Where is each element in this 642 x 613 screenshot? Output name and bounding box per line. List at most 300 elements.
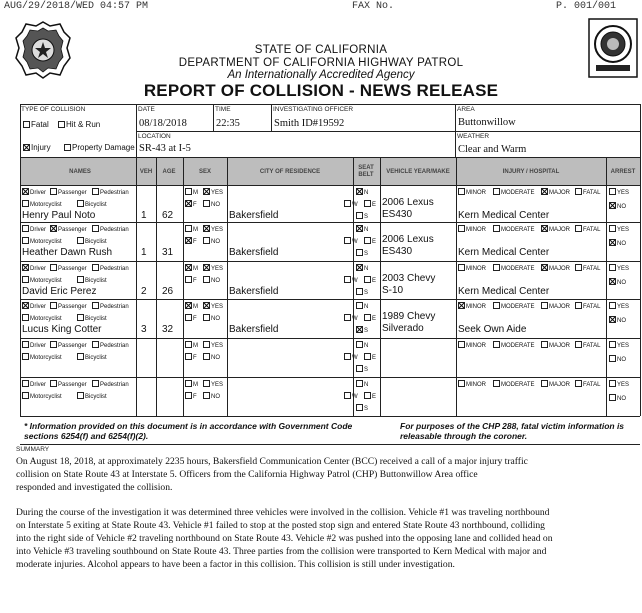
injury-major-option[interactable]: MAJOR <box>541 341 570 349</box>
arrest-yes-option[interactable]: YES <box>609 188 629 196</box>
injury-fatal-option[interactable]: FATAL <box>575 264 600 272</box>
seat-n-option-box[interactable] <box>356 225 363 232</box>
arrest-yes-option[interactable]: YES <box>609 380 629 388</box>
bicyclist-option[interactable]: Bicyclist <box>77 392 107 400</box>
injury-fatal-option-box[interactable] <box>575 188 582 195</box>
passenger-option[interactable]: Passenger <box>50 341 87 349</box>
seat-n-option-box[interactable] <box>356 188 363 195</box>
hospital: Seek Own Aide <box>458 324 527 335</box>
summary-line-1: On August 18, 2018, at approximately 2235 hours, Bakersfield Communication Center (BCC) received a call of a major injury traffic <box>16 456 528 467</box>
belt-yes-option[interactable]: YES <box>203 264 223 272</box>
arrest-no-option[interactable]: NO <box>609 316 626 324</box>
party-name: Heather Dawn Rush <box>22 247 113 258</box>
hospital: Kern Medical Center <box>458 247 550 258</box>
driver-option[interactable]: Driver <box>22 225 46 233</box>
summary-line-3: responded and investigated the collision. <box>16 482 173 493</box>
sex-m-option[interactable]: M <box>185 188 198 196</box>
vehicle-model: Silverado <box>382 323 424 334</box>
pedestrian-option-box[interactable] <box>92 341 99 348</box>
arrest-no-option[interactable]: NO <box>609 239 626 247</box>
seat-e-option-box[interactable] <box>364 353 371 360</box>
belt-yes-option[interactable]: YES <box>203 225 223 233</box>
belt-yes-option[interactable]: YES <box>203 341 223 349</box>
injury-major-option-box[interactable] <box>541 302 548 309</box>
sex-m-option-box[interactable] <box>185 380 192 387</box>
belt-no-option-box[interactable] <box>203 314 210 321</box>
bicyclist-option[interactable]: Bicyclist <box>77 314 107 322</box>
belt-yes-option-box[interactable] <box>203 302 210 309</box>
agency-tagline: An Internationally Accredited Agency <box>227 69 415 81</box>
sex-f-option-box[interactable] <box>185 237 192 244</box>
seat-w-option[interactable]: W <box>344 237 358 245</box>
passenger-option-box[interactable] <box>50 341 57 348</box>
injury-minor-option-box[interactable] <box>458 225 465 232</box>
names-col-header: NAMES <box>69 169 91 175</box>
summary-line-7: into Vehicle #3 traveling southbound on State Route 43. Three parties from the collision were transported to Kern Medical with major and <box>16 546 547 557</box>
injury-option[interactable]: Injury <box>23 143 51 152</box>
seat-w-option-box[interactable] <box>344 237 351 244</box>
arrest-yes-option[interactable]: YES <box>609 341 629 349</box>
bicyclist-option-box[interactable] <box>77 392 84 399</box>
sex-f-option-box[interactable] <box>185 353 192 360</box>
seat-e-option[interactable]: E <box>364 237 376 245</box>
seat-e-option-box[interactable] <box>364 392 371 399</box>
sex-m-option-box[interactable] <box>185 188 192 195</box>
injury-moderate-option-box[interactable] <box>493 264 500 271</box>
state-heading: STATE OF CALIFORNIA <box>254 44 388 56</box>
hit-run-checkbox[interactable] <box>58 121 65 128</box>
injury-minor-option[interactable]: MINOR <box>458 225 486 233</box>
sex-f-option[interactable]: F <box>185 237 197 245</box>
sex-f-option[interactable]: F <box>185 314 197 322</box>
injury-major-option[interactable]: MAJOR <box>541 302 570 310</box>
passenger-option-box[interactable] <box>50 302 57 309</box>
injury-checkbox[interactable] <box>23 144 30 151</box>
pedestrian-option[interactable]: Pedestrian <box>92 225 129 233</box>
injury-major-option[interactable]: MAJOR <box>541 225 570 233</box>
seat-w-option-box[interactable] <box>344 353 351 360</box>
passenger-option[interactable]: Passenger <box>50 264 87 272</box>
injury-minor-option-box[interactable] <box>458 380 465 387</box>
date-value: 08/18/2018 <box>139 118 187 129</box>
vehicle-col-header: VEHICLE YEAR/MAKE <box>386 169 450 175</box>
seat-w-option-box[interactable] <box>344 392 351 399</box>
seat-e-option-box[interactable] <box>364 200 371 207</box>
injury-moderate-option[interactable]: MODERATE <box>493 188 535 196</box>
sex-m-option[interactable]: M <box>185 341 198 349</box>
seat-w-option-box[interactable] <box>344 200 351 207</box>
seat-w-option[interactable]: W <box>344 200 358 208</box>
arrest-no-option-box[interactable] <box>609 202 616 209</box>
driver-option-box[interactable] <box>22 380 29 387</box>
party-age: 32 <box>162 324 174 335</box>
motorcyclist-option[interactable]: Motorcyclist <box>22 237 62 245</box>
injury-major-option[interactable]: MAJOR <box>541 380 570 388</box>
pedestrian-option[interactable]: Pedestrian <box>92 264 129 272</box>
property-damage-option[interactable]: Property Damage <box>64 143 135 152</box>
injury-minor-option-box[interactable] <box>458 188 465 195</box>
injury-moderate-option-box[interactable] <box>493 302 500 309</box>
injury-fatal-option-box[interactable] <box>575 302 582 309</box>
vehicle-model: S-10 <box>382 285 404 296</box>
driver-option-box[interactable] <box>22 302 29 309</box>
seat-s-option[interactable]: S <box>356 249 368 257</box>
injury-fatal-option-box[interactable] <box>575 264 582 271</box>
passenger-option[interactable]: Passenger <box>50 302 87 310</box>
party-vehicle-number: 2 <box>141 286 147 297</box>
injury-minor-option-box[interactable] <box>458 302 465 309</box>
pedestrian-option-box[interactable] <box>92 264 99 271</box>
injury-major-option-box[interactable] <box>541 264 548 271</box>
party-age: 31 <box>162 247 174 258</box>
seat-w-option-box[interactable] <box>344 276 351 283</box>
pedestrian-option-box[interactable] <box>92 302 99 309</box>
property-checkbox[interactable] <box>64 144 71 151</box>
vehicle-model: ES430 <box>382 209 413 220</box>
seat-w-option[interactable]: W <box>344 392 358 400</box>
party-name: Lucus King Cotter <box>22 324 102 335</box>
seat-w-option-box[interactable] <box>344 314 351 321</box>
age-col-header: AGE <box>162 169 176 175</box>
pedestrian-option-box[interactable] <box>92 380 99 387</box>
party-name: David Eric Perez <box>22 286 97 297</box>
seat-n-option[interactable]: N <box>356 225 368 233</box>
belt-yes-option[interactable]: YES <box>203 188 223 196</box>
party-age: 62 <box>162 210 174 221</box>
time-label: TIME <box>215 106 231 113</box>
summary-line-6: into the right side of Vehicle #2 traveling northbound on State Route 43. Vehicle #2 was pushed into the opposing lane and collided head on <box>16 533 553 544</box>
sex-m-option-box[interactable] <box>185 264 192 271</box>
seat-w-option[interactable]: W <box>344 276 358 284</box>
injury-major-option-box[interactable] <box>541 380 548 387</box>
collision-type-label: TYPE OF COLLISION <box>21 106 86 113</box>
party-city: Bakersfield <box>229 210 279 221</box>
vehicle-year-make: 2003 Chevy <box>382 273 436 284</box>
seat-n-option[interactable]: N <box>356 341 368 349</box>
injury-col-header: INJURY / HOSPITAL <box>502 169 560 175</box>
seat-e-option-box[interactable] <box>364 314 371 321</box>
seat-n-option[interactable]: N <box>356 264 368 272</box>
seat-e-option-box[interactable] <box>364 237 371 244</box>
arrest-no-option[interactable]: NO <box>609 355 626 363</box>
vehicle-year-make: 2006 Lexus <box>382 234 434 245</box>
sex-f-option-box[interactable] <box>185 276 192 283</box>
pedestrian-option[interactable]: Pedestrian <box>92 188 129 196</box>
sex-m-option[interactable]: M <box>185 264 198 272</box>
belt-no-option-box[interactable] <box>203 237 210 244</box>
belt-no-option[interactable]: NO <box>203 200 220 208</box>
motorcyclist-option-box[interactable] <box>22 276 29 283</box>
location-label: LOCATION <box>138 133 171 140</box>
area-label: AREA <box>457 106 475 113</box>
sex-m-option[interactable]: M <box>185 380 198 388</box>
bicyclist-option-box[interactable] <box>77 276 84 283</box>
sex-m-option-box[interactable] <box>185 341 192 348</box>
seatbelt-col-header: SEAT BELT <box>358 165 374 178</box>
seat-s-option[interactable]: S <box>356 404 368 412</box>
vehicle-year-make: 2006 Lexus <box>382 197 434 208</box>
location-value: SR-43 at I-5 <box>139 143 191 154</box>
bicyclist-option[interactable]: Bicyclist <box>77 276 107 284</box>
belt-no-option-box[interactable] <box>203 353 210 360</box>
party-age: 26 <box>162 286 174 297</box>
motorcyclist-option[interactable]: Motorcyclist <box>22 392 62 400</box>
sex-m-option[interactable]: M <box>185 302 198 310</box>
fatal-checkbox[interactable] <box>23 121 30 128</box>
seat-e-option[interactable]: E <box>364 200 376 208</box>
seat-s-option-box[interactable] <box>356 326 363 333</box>
seat-s-option-box[interactable] <box>356 249 363 256</box>
seat-n-option[interactable]: N <box>356 188 368 196</box>
bicyclist-option-box[interactable] <box>77 314 84 321</box>
injury-minor-option[interactable]: MINOR <box>458 264 486 272</box>
arrest-col-header: ARREST <box>610 169 636 175</box>
injury-fatal-option[interactable]: FATAL <box>575 225 600 233</box>
seat-s-option-box[interactable] <box>356 212 363 219</box>
injury-major-option-box[interactable] <box>541 225 548 232</box>
injury-minor-option-box[interactable] <box>458 264 465 271</box>
driver-option-box[interactable] <box>22 341 29 348</box>
party-city: Bakersfield <box>229 324 279 335</box>
driver-option-box[interactable] <box>22 188 29 195</box>
fax-page: P. 001/001 <box>556 1 617 12</box>
motorcyclist-option-box[interactable] <box>22 392 29 399</box>
department-heading: DEPARTMENT OF CALIFORNIA HIGHWAY PATROL <box>178 57 464 69</box>
injury-moderate-option-box[interactable] <box>493 341 500 348</box>
driver-option[interactable]: Driver <box>22 380 46 388</box>
belt-yes-option-box[interactable] <box>203 341 210 348</box>
pedestrian-option[interactable]: Pedestrian <box>92 380 129 388</box>
bicyclist-option[interactable]: Bicyclist <box>77 237 107 245</box>
party-vehicle-number: 1 <box>141 210 147 221</box>
arrest-no-option-box[interactable] <box>609 394 616 401</box>
summary-label: SUMMARY <box>16 446 50 453</box>
motorcyclist-option-box[interactable] <box>22 353 29 360</box>
injury-fatal-option-box[interactable] <box>575 225 582 232</box>
injury-moderate-option[interactable]: MODERATE <box>493 225 535 233</box>
arrest-no-option-box[interactable] <box>609 316 616 323</box>
belt-no-option[interactable]: NO <box>203 314 220 322</box>
passenger-option[interactable]: Passenger <box>50 225 87 233</box>
seat-w-option[interactable]: W <box>344 353 358 361</box>
arrest-yes-option-box[interactable] <box>609 188 616 195</box>
belt-no-option-box[interactable] <box>203 200 210 207</box>
arrest-yes-option-box[interactable] <box>609 341 616 348</box>
area-value: Buttonwillow <box>458 117 516 128</box>
driver-option[interactable]: Driver <box>22 264 46 272</box>
injury-fatal-option-box[interactable] <box>575 341 582 348</box>
passenger-option-box[interactable] <box>50 380 57 387</box>
seat-e-option-box[interactable] <box>364 276 371 283</box>
belt-yes-option-box[interactable] <box>203 188 210 195</box>
injury-moderate-option[interactable]: MODERATE <box>493 302 535 310</box>
arrest-no-option-box[interactable] <box>609 278 616 285</box>
fax-timestamp: AUG/29/2018/WED 04:57 PM <box>4 1 149 12</box>
sex-m-option-box[interactable] <box>185 225 192 232</box>
coroner-notice: For purposes of the CHP 288, fatal victim information is releasable through the coroner. <box>400 421 625 441</box>
seat-n-option[interactable]: N <box>356 380 368 388</box>
belt-yes-option-box[interactable] <box>203 264 210 271</box>
seat-n-option-box[interactable] <box>356 380 363 387</box>
bicyclist-option-box[interactable] <box>77 237 84 244</box>
belt-no-option[interactable]: NO <box>203 276 220 284</box>
report-title: REPORT OF COLLISION - NEWS RELEASE <box>143 81 499 100</box>
sex-m-option-box[interactable] <box>185 302 192 309</box>
injury-major-option-box[interactable] <box>541 188 548 195</box>
seat-e-option[interactable]: E <box>364 276 376 284</box>
arrest-yes-option-box[interactable] <box>609 225 616 232</box>
party-vehicle-number: 1 <box>141 247 147 258</box>
seat-n-option-box[interactable] <box>356 302 363 309</box>
veh-col-header: VEH <box>139 169 153 175</box>
summary-line-2: collision on State Route 43 at Interstate 5. Officers from the California Highway Patrol (CHP) Buttonwillow Area office <box>16 469 478 480</box>
party-city: Bakersfield <box>229 247 279 258</box>
arrest-yes-option-box[interactable] <box>609 264 616 271</box>
injury-major-option-box[interactable] <box>541 341 548 348</box>
passenger-option[interactable]: Passenger <box>50 380 87 388</box>
injury-moderate-option-box[interactable] <box>493 380 500 387</box>
arrest-no-option-box[interactable] <box>609 355 616 362</box>
passenger-option-box[interactable] <box>50 264 57 271</box>
driver-option[interactable]: Driver <box>22 341 46 349</box>
sex-f-option-box[interactable] <box>185 314 192 321</box>
motorcyclist-option[interactable]: Motorcyclist <box>22 353 62 361</box>
hospital: Kern Medical Center <box>458 286 550 297</box>
seat-e-option[interactable]: E <box>364 353 376 361</box>
seat-s-option[interactable]: S <box>356 212 368 220</box>
seat-e-option[interactable]: E <box>364 392 376 400</box>
fatal-option[interactable]: Fatal <box>23 120 49 129</box>
injury-moderate-option-box[interactable] <box>493 188 500 195</box>
injury-moderate-option[interactable]: MODERATE <box>493 341 535 349</box>
hit-run-option[interactable]: Hit & Run <box>58 120 100 129</box>
sex-f-option-box[interactable] <box>185 392 192 399</box>
motorcyclist-option[interactable]: Motorcyclist <box>22 276 62 284</box>
arrest-yes-option-box[interactable] <box>609 302 616 309</box>
belt-yes-option[interactable]: YES <box>203 380 223 388</box>
party-vehicle-number: 3 <box>141 324 147 335</box>
arrest-yes-option-box[interactable] <box>609 380 616 387</box>
belt-yes-option-box[interactable] <box>203 225 210 232</box>
seat-s-option[interactable]: S <box>356 365 368 373</box>
summary-line-8: moderate injuries. Alcohol appears to have been a factor in this collision. This collision is still under investigation. <box>16 559 455 570</box>
seat-e-option[interactable]: E <box>364 314 376 322</box>
bicyclist-option[interactable]: Bicyclist <box>77 200 107 208</box>
injury-minor-option[interactable]: MINOR <box>458 302 486 310</box>
injury-major-option[interactable]: MAJOR <box>541 264 570 272</box>
injury-minor-option[interactable]: MINOR <box>458 380 486 388</box>
fax-number-label: FAX No. <box>352 1 395 12</box>
officer-value: Smith ID#19592 <box>274 118 345 129</box>
motorcyclist-option[interactable]: Motorcyclist <box>22 200 62 208</box>
injury-fatal-option-box[interactable] <box>575 380 582 387</box>
sex-m-option[interactable]: M <box>185 225 198 233</box>
seat-n-option[interactable]: N <box>356 302 368 310</box>
injury-minor-option-box[interactable] <box>458 341 465 348</box>
summary-line-5: on Interstate 5 exiting at State Route 43. Vehicle #1 failed to stop at the posted stop sign and entered State Route 43 northbound, colliding <box>16 520 545 531</box>
pedestrian-option-box[interactable] <box>92 225 99 232</box>
sex-f-option[interactable]: F <box>185 276 197 284</box>
party-city: Bakersfield <box>229 286 279 297</box>
arrest-no-option[interactable]: NO <box>609 394 626 402</box>
arrest-yes-option[interactable]: YES <box>609 225 629 233</box>
belt-no-option[interactable]: NO <box>203 237 220 245</box>
injury-minor-option[interactable]: MINOR <box>458 341 486 349</box>
injury-moderate-option[interactable]: MODERATE <box>493 380 535 388</box>
belt-no-option-box[interactable] <box>203 392 210 399</box>
belt-no-option[interactable]: NO <box>203 392 220 400</box>
injury-major-option[interactable]: MAJOR <box>541 188 570 196</box>
seat-s-option-box[interactable] <box>356 288 363 295</box>
pedestrian-option[interactable]: Pedestrian <box>92 302 129 310</box>
driver-option[interactable]: Driver <box>22 188 46 196</box>
belt-no-option-box[interactable] <box>203 276 210 283</box>
injury-fatal-option[interactable]: FATAL <box>575 302 600 310</box>
weather-value: Clear and Warm <box>458 144 527 155</box>
date-label: DATE <box>138 106 155 113</box>
motorcyclist-option-box[interactable] <box>22 200 29 207</box>
vehicle-model: ES430 <box>382 246 413 257</box>
passenger-option[interactable]: Passenger <box>50 188 87 196</box>
driver-option-box[interactable] <box>22 225 29 232</box>
hospital: Kern Medical Center <box>458 210 550 221</box>
motorcyclist-option-box[interactable] <box>22 314 29 321</box>
injury-fatal-option[interactable]: FATAL <box>575 380 600 388</box>
injury-moderate-option-box[interactable] <box>493 225 500 232</box>
seat-s-option-box[interactable] <box>356 365 363 372</box>
sex-f-option[interactable]: F <box>185 353 197 361</box>
sex-f-option-box[interactable] <box>185 200 192 207</box>
seat-w-option[interactable]: W <box>344 314 358 322</box>
pedestrian-option-box[interactable] <box>92 188 99 195</box>
vehicle-year-make: 1989 Chevy <box>382 311 436 322</box>
bicyclist-option-box[interactable] <box>77 200 84 207</box>
weather-label: WEATHER <box>457 133 490 140</box>
bicyclist-option[interactable]: Bicyclist <box>77 353 107 361</box>
seat-s-option[interactable]: S <box>356 288 368 296</box>
arrest-no-option[interactable]: NO <box>609 202 626 210</box>
passenger-option-box[interactable] <box>50 225 57 232</box>
arrest-yes-option[interactable]: YES <box>609 264 629 272</box>
seat-n-option-box[interactable] <box>356 341 363 348</box>
injury-minor-option[interactable]: MINOR <box>458 188 486 196</box>
bicyclist-option-box[interactable] <box>77 353 84 360</box>
driver-option-box[interactable] <box>22 264 29 271</box>
motorcyclist-option[interactable]: Motorcyclist <box>22 314 62 322</box>
arrest-no-option[interactable]: NO <box>609 278 626 286</box>
arrest-no-option-box[interactable] <box>609 239 616 246</box>
seat-n-option-box[interactable] <box>356 264 363 271</box>
arrest-yes-option[interactable]: YES <box>609 302 629 310</box>
sex-col-header: SEX <box>198 169 211 175</box>
belt-yes-option[interactable]: YES <box>203 302 223 310</box>
belt-yes-option-box[interactable] <box>203 380 210 387</box>
time-value: 22:35 <box>216 118 240 129</box>
injury-fatal-option[interactable]: FATAL <box>575 188 600 196</box>
motorcyclist-option-box[interactable] <box>22 237 29 244</box>
driver-option[interactable]: Driver <box>22 302 46 310</box>
party-name: Henry Paul Noto <box>22 210 96 221</box>
sex-f-option[interactable]: F <box>185 392 197 400</box>
pedestrian-option[interactable]: Pedestrian <box>92 341 129 349</box>
belt-no-option[interactable]: NO <box>203 353 220 361</box>
seat-s-option[interactable]: S <box>356 326 368 334</box>
passenger-option-box[interactable] <box>50 188 57 195</box>
sex-f-option[interactable]: F <box>185 200 197 208</box>
injury-fatal-option[interactable]: FATAL <box>575 341 600 349</box>
seat-s-option-box[interactable] <box>356 404 363 411</box>
injury-moderate-option[interactable]: MODERATE <box>493 264 535 272</box>
